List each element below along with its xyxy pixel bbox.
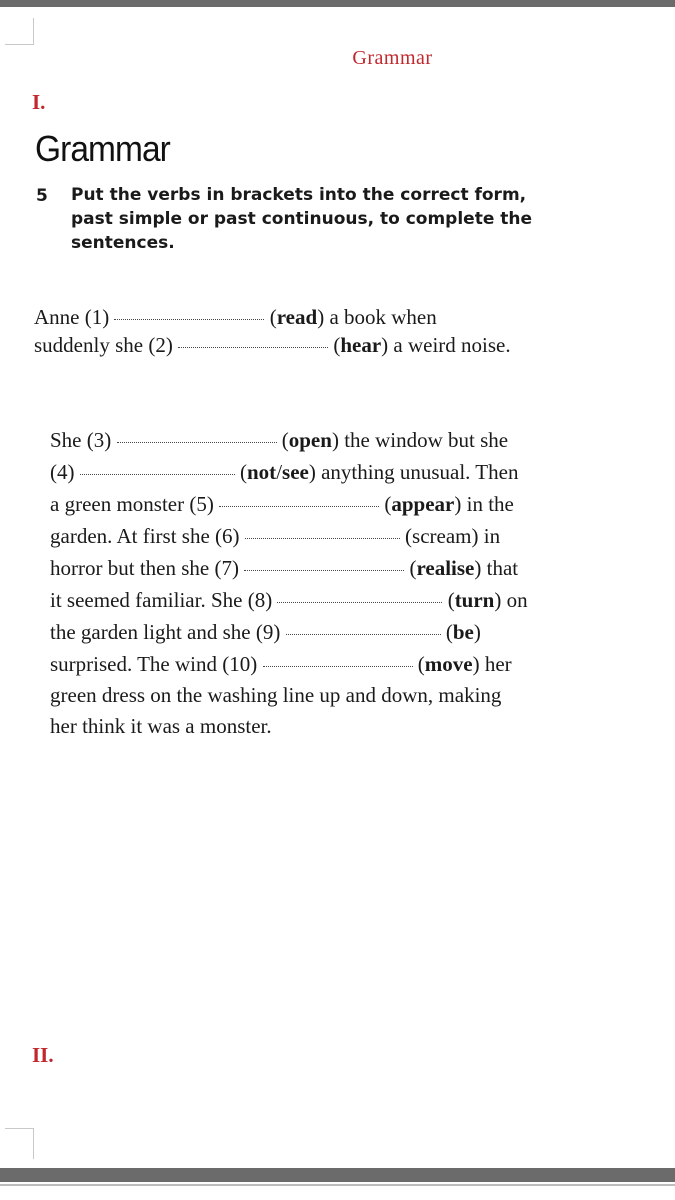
answer-blank[interactable] — [178, 346, 328, 348]
section-label-1: I. — [32, 90, 46, 114]
text-line: (4) (not/see) anything unusual. Then — [50, 460, 519, 484]
text-line: a green monster (5) (appear) in the — [50, 492, 514, 516]
text-line: the garden light and she (9) (be) — [50, 620, 481, 644]
answer-blank[interactable] — [286, 633, 441, 635]
exercise-heading: Grammar — [35, 128, 170, 169]
page-header-title: Grammar — [352, 47, 433, 69]
answer-blank[interactable] — [263, 665, 413, 667]
section-label-2: II. — [32, 1043, 54, 1067]
text-line: garden. At first she (6) (scream) in — [50, 524, 501, 548]
text-line: suddenly she (2) (hear) a weird noise. — [34, 333, 511, 357]
text-line: Anne (1) (read) a book when — [34, 305, 437, 329]
answer-blank[interactable] — [244, 569, 404, 571]
bottom-border-bar — [0, 1168, 675, 1182]
answer-blank[interactable] — [114, 318, 264, 320]
answer-blank[interactable] — [117, 441, 277, 443]
text-line: green dress on the washing line up and down, making — [50, 683, 502, 707]
text-line: horror but then she (7) (realise) that — [50, 556, 519, 580]
top-border-bar — [0, 0, 675, 7]
text-line: surprised. The wind (10) (move) her — [50, 652, 512, 676]
answer-blank[interactable] — [219, 505, 379, 507]
answer-blank[interactable] — [277, 601, 442, 603]
answer-blank[interactable] — [80, 473, 235, 475]
page-corner-marker — [5, 1128, 34, 1159]
page-corner-marker — [5, 18, 34, 45]
text-line: her think it was a monster. — [50, 714, 272, 738]
exercise-number: 5 — [36, 186, 48, 206]
answer-blank[interactable] — [245, 537, 400, 539]
bottom-divider — [0, 1184, 675, 1186]
exercise-instruction: Put the verbs in brackets into the correct form, past simple or past continuous, to complete the sentences. — [71, 185, 533, 253]
text-line: it seemed familiar. She (8) (turn) on — [50, 588, 528, 612]
text-line: She (3) (open) the window but she — [50, 428, 509, 452]
